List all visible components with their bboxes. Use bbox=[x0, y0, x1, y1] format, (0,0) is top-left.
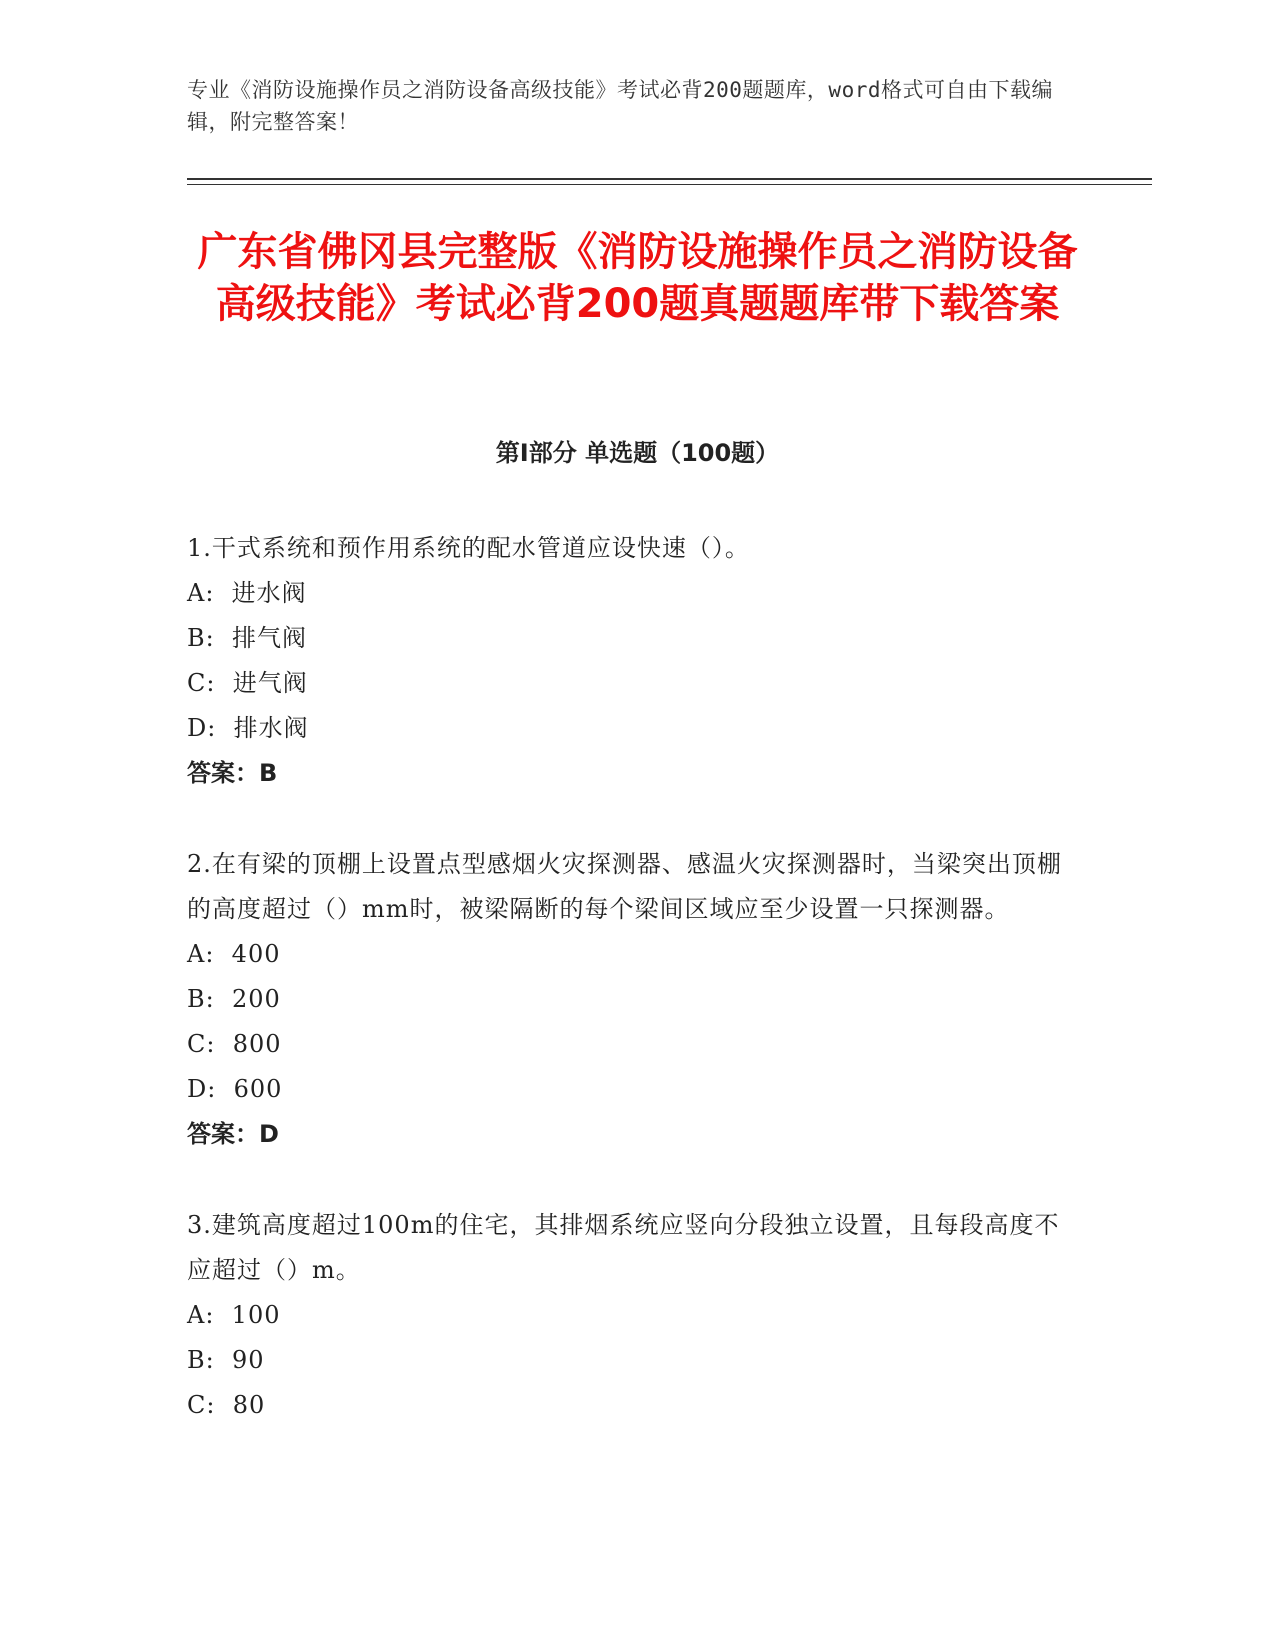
header-divider-thick bbox=[187, 178, 1152, 180]
document-title: 广东省佛冈县完整版《消防设施操作员之消防设备高级技能》考试必背200题真题题库带下载答案 bbox=[197, 229, 1078, 327]
question-answer: 答案：D bbox=[187, 1120, 279, 1148]
question-option: B: 200 bbox=[187, 985, 281, 1013]
header-divider-thin bbox=[187, 184, 1152, 185]
question-option: A: 400 bbox=[187, 940, 281, 968]
question-item bbox=[187, 842, 1067, 1157]
question-item bbox=[187, 1203, 1067, 1428]
question-option: A: 100 bbox=[187, 1301, 281, 1329]
question-option: D: 排水阀 bbox=[187, 714, 309, 742]
question-option: C: 800 bbox=[187, 1030, 282, 1058]
question-text: 1.干式系统和预作用系统的配水管道应设快速（）。 bbox=[187, 534, 750, 562]
question-option: B: 排气阀 bbox=[187, 624, 307, 652]
section-heading: 第I部分 单选题（100题） bbox=[495, 439, 780, 467]
question-list bbox=[187, 526, 1067, 1474]
question-item bbox=[187, 526, 1067, 796]
question-option: C: 80 bbox=[187, 1391, 266, 1419]
question-option: A: 进水阀 bbox=[187, 579, 307, 607]
question-option: D: 600 bbox=[187, 1075, 283, 1103]
question-option: C: 进气阀 bbox=[187, 669, 308, 697]
question-option: B: 90 bbox=[187, 1346, 265, 1374]
header-note: 专业《消防设施操作员之消防设备高级技能》考试必背200题题库，word格式可自由下载编辑，附完整答案！ bbox=[187, 78, 1053, 134]
question-text: 3.建筑高度超过100m的住宅，其排烟系统应竖向分段独立设置，且每段高度不应超过（）m。 bbox=[187, 1211, 1060, 1284]
question-answer: 答案：B bbox=[187, 759, 278, 787]
question-text: 2.在有梁的顶棚上设置点型感烟火灾探测器、感温火灾探测器时，当梁突出顶棚的高度超过（）mm时，被梁隔断的每个梁间区域应至少设置一只探测器。 bbox=[187, 850, 1062, 923]
